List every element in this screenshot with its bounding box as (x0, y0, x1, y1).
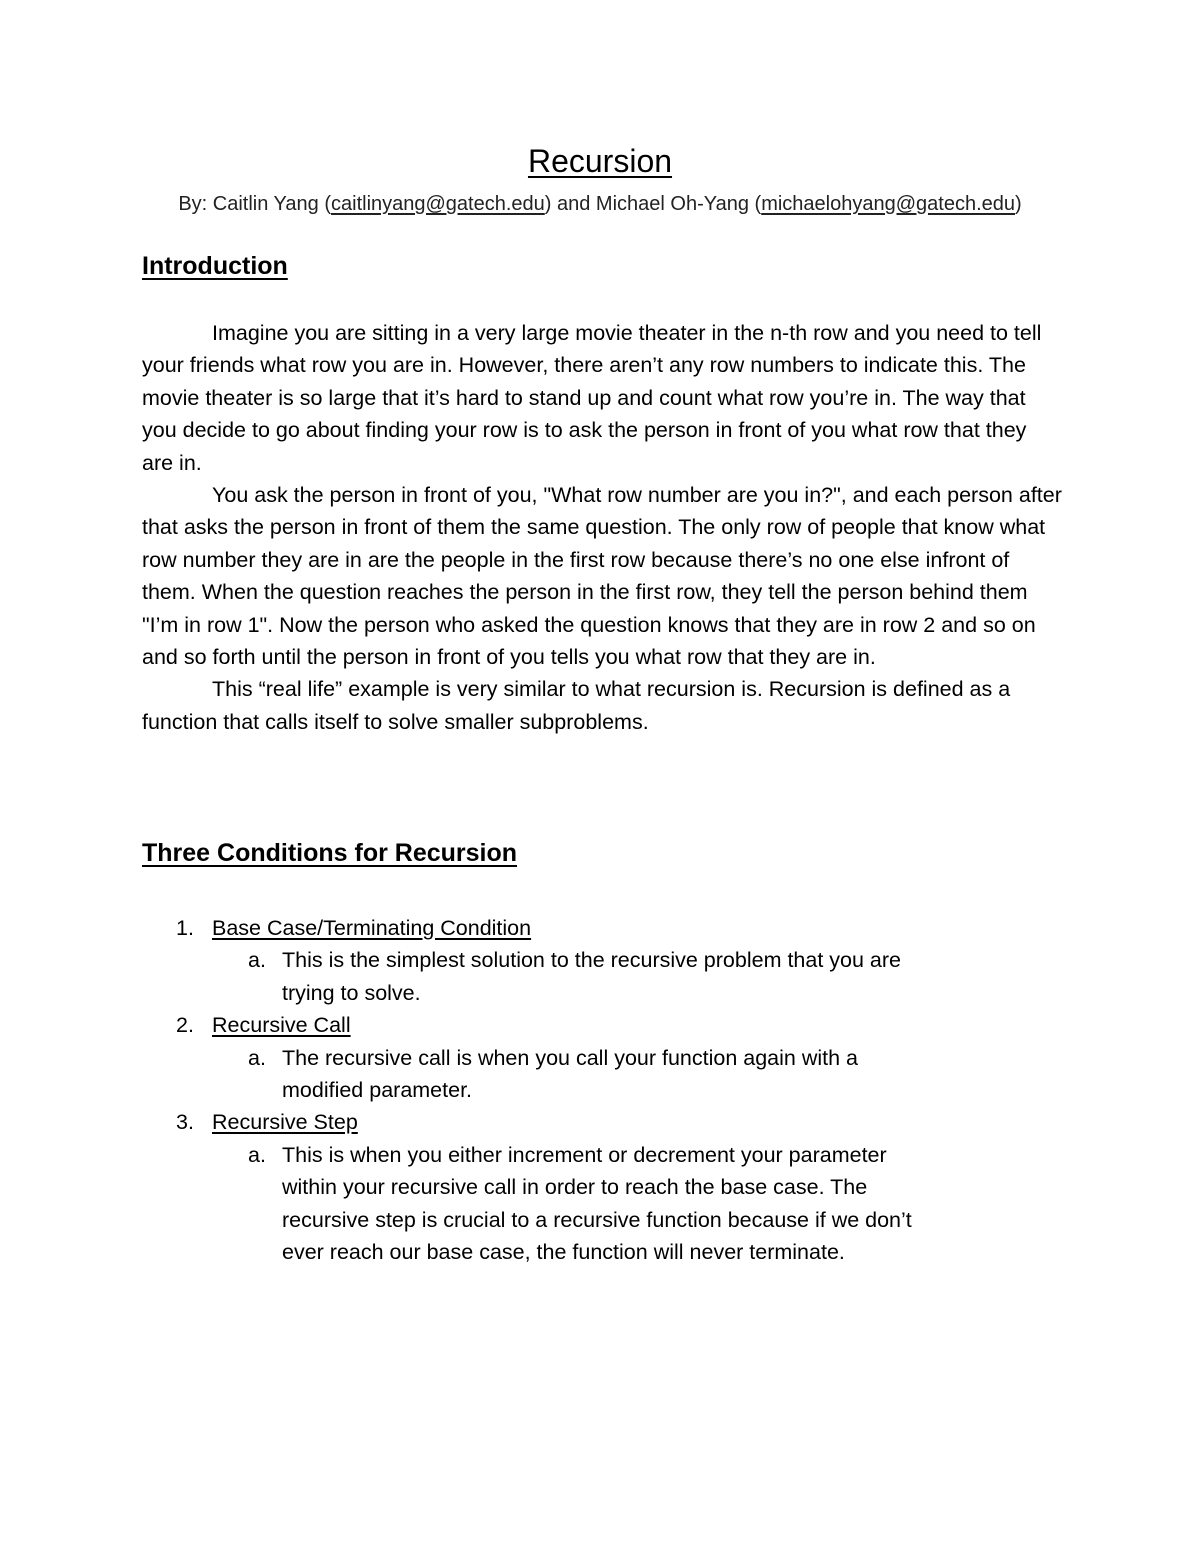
conditions-heading: Three Conditions for Recursion (142, 839, 518, 867)
byline-prefix: By: Caitlin Yang ( (178, 193, 331, 215)
item-label: Recursive Step (212, 1110, 358, 1135)
condition-subitem (142, 944, 922, 1009)
item-number: 3. (176, 1110, 194, 1135)
author-email-link-2[interactable]: michaelohyang@gatech.edu (761, 193, 1015, 215)
subitem-text: The recursive call is when you call your function again with a modified parameter. (282, 1045, 859, 1103)
subitem-letter: a. (248, 948, 266, 973)
condition-item (142, 1009, 1062, 1041)
intro-paragraph: Imagine you are sitting in a very large movie theater in the n-th row and you need to tell your friends what row you are in. However, there aren’t any row numbers to indicate this. The movie theater is so large that it’s hard to stand up and count what row you’re in. The way that you decide to go about finding your row is to ask the person in front of you what row that they are in. (142, 321, 1042, 475)
subitem-text: This is when you either increment or decrement your parameter within your recursive call in order to reach the base case. The recursive step is crucial to a recursive function because if we don’t ever reach our base case, the function will never terminate. (282, 1142, 912, 1265)
item-label: Base Case/Terminating Condition (212, 916, 532, 940)
introduction-heading: Introduction (142, 252, 288, 280)
author-email-link-1[interactable]: caitlinyang@gatech.edu (331, 193, 545, 215)
condition-item (142, 912, 1062, 944)
item-number: 1. (176, 916, 194, 940)
condition-subitem (142, 1139, 922, 1269)
item-label: Recursive Call (212, 1013, 351, 1038)
byline-middle: ) and Michael Oh-Yang ( (544, 193, 762, 215)
conditions-list (142, 912, 1062, 1268)
item-number: 2. (176, 1013, 194, 1038)
condition-subitem (142, 1042, 922, 1107)
document-title: Recursion (527, 143, 673, 179)
subitem-text: This is the simplest solution to the recursive problem that you are trying to solve. (282, 948, 902, 1005)
byline-suffix: ) (1015, 193, 1022, 215)
introduction-body (142, 317, 1062, 738)
intro-paragraph: You ask the person in front of you, "What row number are you in?", and each person after that asks the person in front of them the same question. The only row of people that know what row number they are in are the people in the first row because there’s no one else infront of them. When the question reaches the person in the first row, they tell the person behind them "I’m in row 1". Now the person who asked the question knows that they are in row 2 and so on and so forth until the person in front of you tells you what row that they are in. (142, 483, 1062, 670)
intro-paragraph: This “real life” example is very similar to what recursion is. Recursion is defined as a function that calls itself to solve smaller subproblems. (142, 677, 1011, 734)
subitem-letter: a. (248, 1045, 266, 1070)
condition-item (142, 1106, 1062, 1138)
subitem-letter: a. (248, 1142, 266, 1167)
author-byline (0, 191, 1200, 217)
